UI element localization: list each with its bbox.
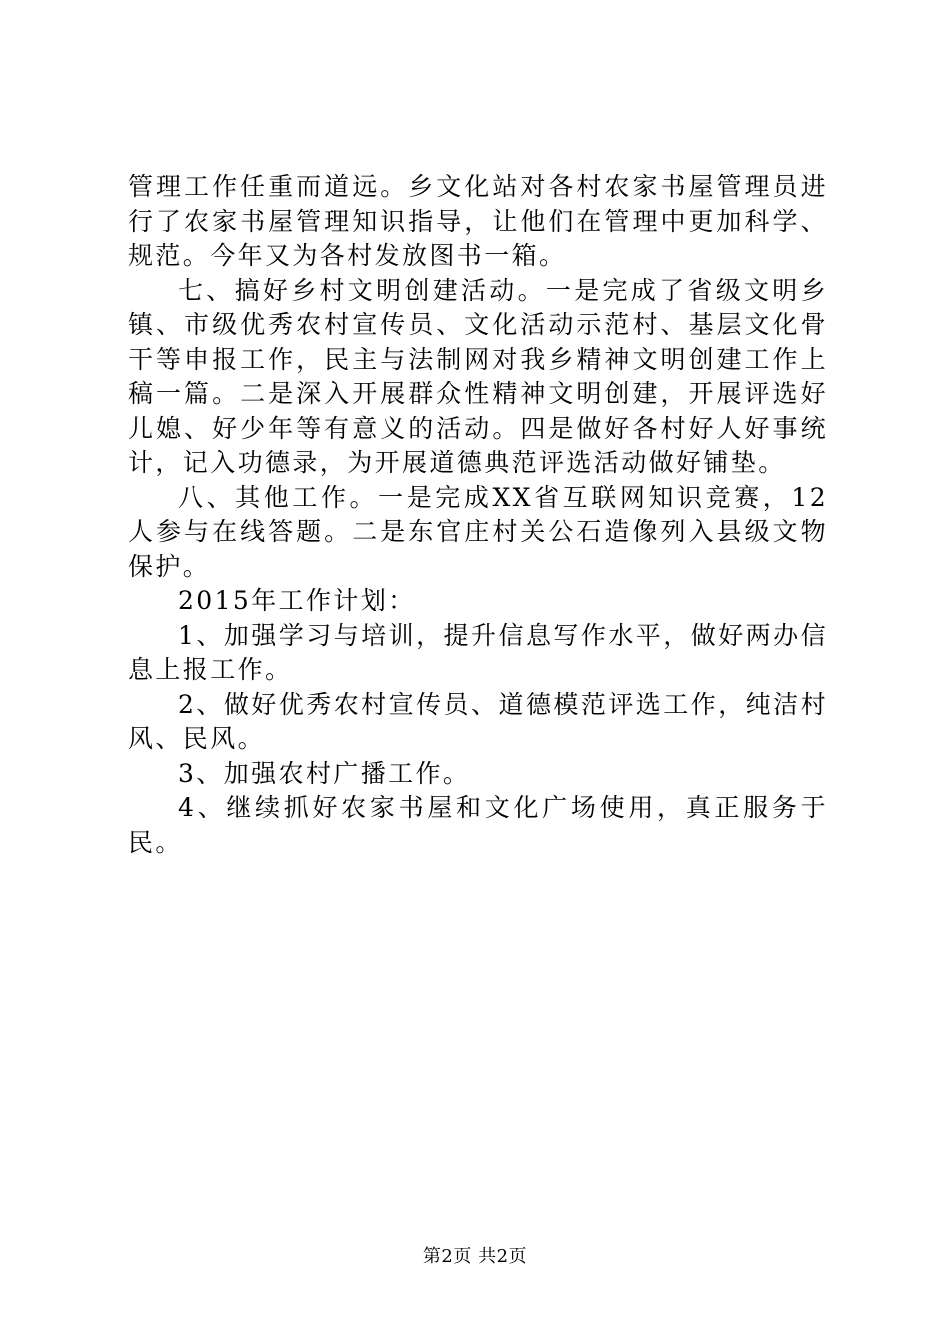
plan-item-1: 1、加强学习与培训，提升信息写作水平，做好两办信息上报工作。 <box>128 620 828 684</box>
paragraph-section-8: 八、其他工作。一是完成XX省互联网知识竞赛，12人参与在线答题。二是东官庄村关公石造像列入县级文物保护。 <box>128 482 828 581</box>
plan-item-4: 4、继续抓好农家书屋和文化广场使用，真正服务于民。 <box>128 793 828 857</box>
page-number-footer: 第2页 共2页 <box>422 1246 528 1267</box>
plan-item-2: 2、做好优秀农村宣传员、道德模范评选工作，纯洁村风、民风。 <box>128 689 828 753</box>
paragraph-section-7: 七、搞好乡村文明创建活动。一是完成了省级文明乡镇、市级优秀农村宣传员、文化活动示范村、基层文化骨干等申报工作，民主与法制网对我乡精神文明创建工作上稿一篇。二是深入开展群众性精神文明创建，开展评选好儿媳、好少年等有意义的活动。四是做好各村好人好事统计，记入功德录，为开展道德典范评选活动做好铺垫。 <box>128 275 828 477</box>
paragraph-continuation: 管理工作任重而道远。乡文化站对各村农家书屋管理员进行了农家书屋管理知识指导，让他们在管理中更加科学、规范。今年又为各村发放图书一箱。 <box>128 172 828 270</box>
document-body <box>128 170 828 860</box>
plan-item-3: 3、加强农村广播工作。 <box>178 758 471 788</box>
plan-heading: 2015年工作计划： <box>178 586 416 615</box>
